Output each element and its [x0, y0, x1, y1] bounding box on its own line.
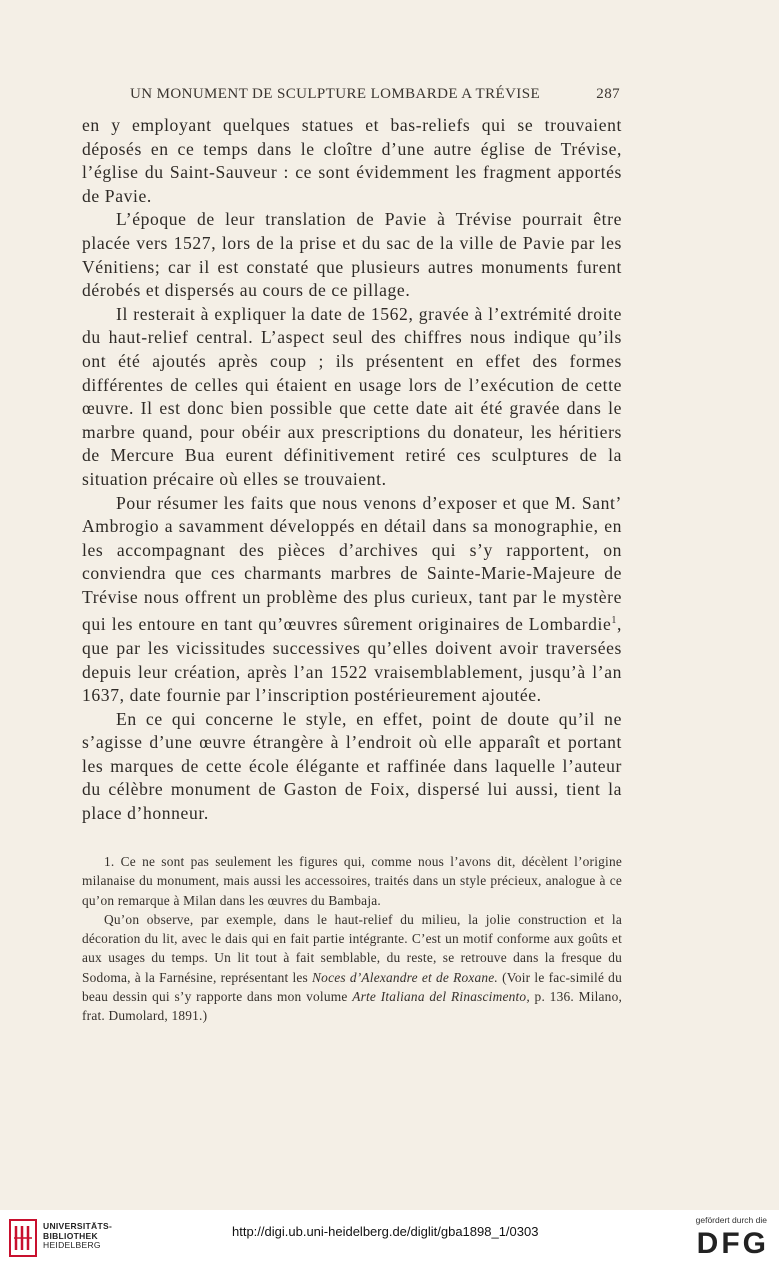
- library-name: [43, 1222, 112, 1251]
- paragraph-4-text-a: Pour résumer les faits que nous venons d’exposer et que M. Sant’ Ambrogio a savamment développés en détail dans sa monographie, en les accompagnant des pièces d’archives qui s’y rapportent, on conviendra que ces charmants marbres de Sainte-Marie-Majeure de Trévise nous offrent un problème des plus curieux, tant par le mystère qui les entoure en tant qu’œuvres sûrement originaires de Lombardie: [82, 492, 622, 635]
- footnote-1-continuation: [82, 910, 622, 1026]
- library-name-line-2: BIBLIOTHEK: [43, 1230, 98, 1241]
- footnote-text-b: (Voir le fac-similé du beau dessin qui s’y rapporte dans mon volume: [82, 969, 622, 1005]
- body-text: [82, 114, 622, 826]
- permalink-url[interactable]: http://digi.ub.uni-heidelberg.de/diglit/gba1898_1/0303: [232, 1224, 539, 1239]
- paragraph-4: [82, 492, 622, 708]
- library-logo-icon: [8, 1218, 38, 1258]
- library-name-line-3: HEIDELBERG: [43, 1240, 101, 1250]
- paragraph-2: L’époque de leur translation de Pavie à Trévise pourrait être placée vers 1527, lors de la prise et du sac de la ville de Pavie par les Vénitiens; car il est constaté que plusieurs autres monuments furent dérobés et dispersés au cours de ce pillage.: [82, 209, 622, 301]
- paragraph-4-text-b: , que par les vicissitudes successives qu’elles doivent avoir traversées depuis leur création, après l’an 1522 vraisemblablement, jusqu’à l’an 1637, date fournie par l’inscription postérieurement ajoutée.: [82, 614, 622, 706]
- footnote-italic-title-2: Arte Italiana del Rinascimento,: [352, 989, 530, 1005]
- footer-bar: [0, 1210, 779, 1266]
- footnote-italic-title-1: Noces d’Alexandre et de Roxane.: [312, 969, 498, 985]
- footnote-1: 1. Ce ne sont pas seulement les figures qui, comme nous l’avons dit, décèlent l’origine milanaise du monument, mais aussi les accessoires, traités dans un style précieux, analogue à ce qu’on remarque à Milan dans les œuvres du Bambaja.: [82, 854, 622, 908]
- sponsor-label: gefördert durch die: [695, 1215, 767, 1225]
- footnotes: [82, 852, 622, 1026]
- running-title: UN MONUMENT DE SCULPTURE LOMBARDE A TRÉVISE: [130, 86, 541, 102]
- dfg-logo: DFG: [696, 1227, 769, 1260]
- paragraph-5: En ce qui concerne le style, en effet, point de doute qu’il ne s’agisse d’une œuvre étrangère à l’endroit où elle apparaît et portant les marques de cette école élégante et raffinée dans laquelle l’auteur du célèbre monument de Gaston de Foix, dispersé lui aussi, tient la place d’honneur.: [82, 708, 622, 824]
- footnote-text-c: p. 136. Milano, frat. Dumolard, 1891.): [82, 989, 623, 1024]
- running-header: [130, 86, 620, 108]
- page-number: 287: [596, 86, 620, 102]
- library-name-line-1: UNIVERSITÄTS-: [43, 1221, 113, 1231]
- footnote-text-a: Qu’on observe, par exemple, dans le haut-relief du milieu, la jolie construction et la décoration du lit, avec le dais qui en fait partie intégrante. C’est un motif conforme aux goûts et aux usages du temps. Un lit tout à fait semblable, du reste, se retrouve dans la fresque du Sodoma, à la Farnésine, représentant les: [82, 911, 622, 985]
- paragraph-1: en y employant quelques statues et bas-reliefs qui se trouvaient déposés en ce temps dans le cloître d’une autre église de Trévise, l’église du Saint-Sauveur : ce sont évidemment les fragment apportés de Pavie.: [82, 115, 622, 206]
- paragraph-3: Il resterait à expliquer la date de 1562, gravée à l’extrémité droite du haut-relief central. L’aspect seul des chiffres nous indique qu’ils ont été ajoutés après coup ; ils présentent en effet des formes différentes de celles qui étaient en usage lors de l’exécution de cette œuvre. Il est donc bien possible que cette date ait été gravée dans le marbre quand, pour obéir aux prescriptions du donateur, les héritiers de Mercure Bua eurent définitivement retiré ces sculptures de la situation précaire où elles se trouvaient.: [82, 303, 622, 489]
- footnote-reference: 1: [611, 615, 617, 627]
